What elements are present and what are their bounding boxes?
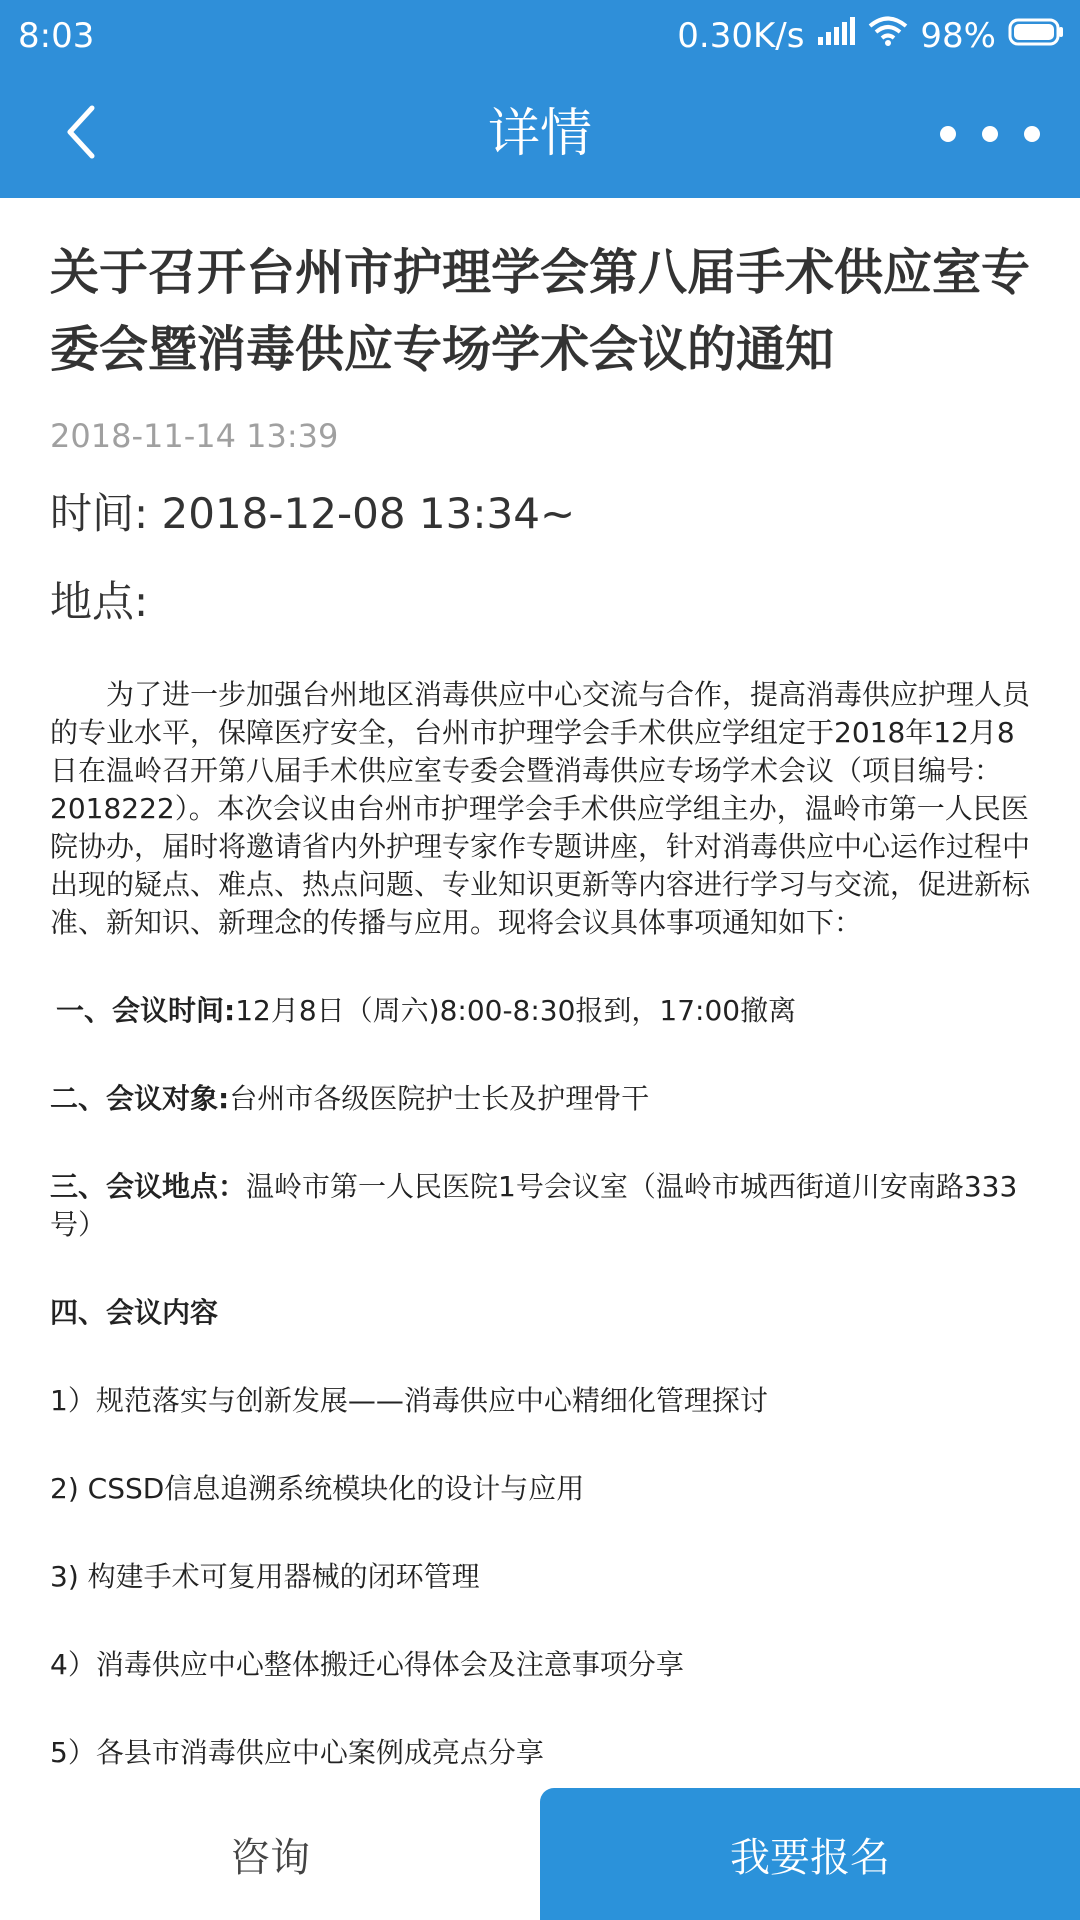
section-content-heading: 四、会议内容 [50,1296,219,1329]
more-button[interactable] [940,102,1040,166]
section-text: 12月8日（周六)8:00-8:30报到，17:00撤离 [235,994,797,1027]
battery-percent: 98% [920,16,996,56]
wifi-icon [868,14,908,58]
section-label: 一、会议时间: [56,994,236,1027]
more-dots-icon [982,126,998,142]
article-body [50,676,1030,1772]
section-time [50,992,1030,1030]
topic-item: 2) CSSD信息追溯系统模块化的设计与应用 [50,1472,585,1505]
more-dots-icon [1024,126,1040,142]
status-indicators [677,14,1064,58]
signup-button[interactable]: 我要报名 [540,1788,1080,1920]
topic-item: 4）消毒供应中心整体搬迁心得体会及注意事项分享 [50,1648,684,1681]
app-header [0,0,1080,198]
article-title: 关于召开台州市护理学会第八届手术供应室专委会暨消毒供应专场学术会议的通知 [50,244,1031,378]
page-title: 详情 [487,104,592,164]
nav-bar [0,72,1080,198]
section-audience [50,1080,1030,1118]
section-label: 三、会议地点： [50,1170,247,1203]
event-location: 地点: [50,577,149,626]
topic-item: 5）各县市消毒供应中心案例成亮点分享 [50,1736,544,1769]
section-text: 台州市各级医院护士长及护理骨干 [229,1082,650,1115]
section-text: 温岭市第一人民医院1号会议室（温岭市城西街道川安南路333号） [50,1170,1018,1241]
section-label: 二、会议对象: [50,1082,230,1115]
publish-date: 2018-11-14 13:39 [50,417,339,455]
status-time: 8:03 [18,16,95,56]
intro-paragraph: 为了进一步加强台州地区消毒供应中心交流与合作，提高消毒供应护理人员的专业水平，保障医疗安全，台州市护理学会手术供应学组定于2018年12月8日在温岭召开第八届手术供应室专委会暨消毒供应专场学术会议（项目编号：2018222）。本次会议由台州市护理学会手术供应学组主办，温岭市第一人民医院协办，届时将邀请省内外护理专家作专题讲座，针对消毒供应中心运作过程中出现的疑点、难点、热点问题、专业知识更新等内容进行学习与交流，促进新标准、新知识、新理念的传播与应用。现将会议具体事项通知如下： [50,678,1031,939]
event-time: 时间: 2018-12-08 13:34~ [50,489,576,538]
article-content[interactable] [0,198,1080,1788]
topic-item: 1）规范落实与创新发展——消毒供应中心精细化管理探讨 [50,1384,768,1417]
bottom-action-bar [0,1788,1080,1920]
network-speed: 0.30K/s [677,16,805,56]
section-venue [50,1168,1030,1244]
battery-icon [1008,14,1064,58]
status-bar [0,0,1080,72]
signal-icon [816,14,856,58]
more-dots-icon [940,126,956,142]
consult-button[interactable]: 咨询 [0,1788,540,1920]
topic-item: 3) 构建手术可复用器械的闭环管理 [50,1560,480,1593]
